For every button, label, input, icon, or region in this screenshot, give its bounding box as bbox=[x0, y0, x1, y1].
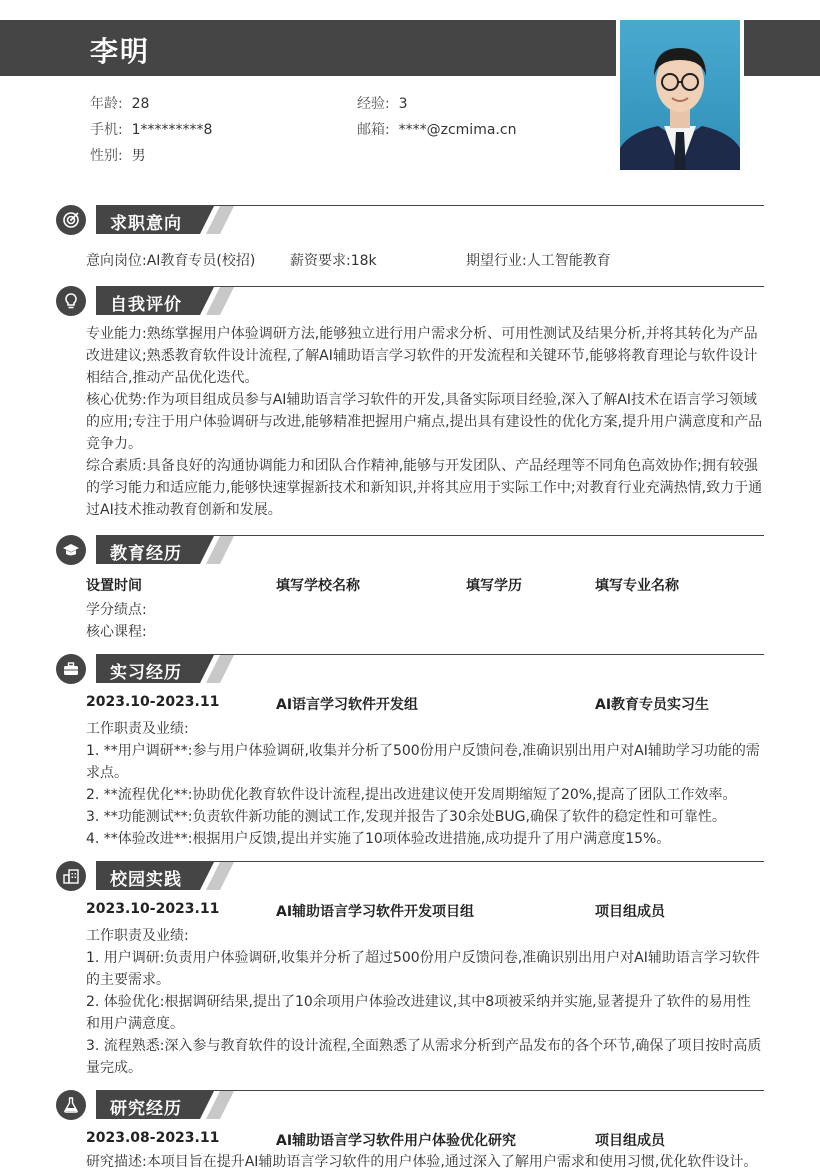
section-title: 求职意向 bbox=[110, 214, 182, 234]
section-title: 校园实践 bbox=[110, 870, 182, 890]
research-org: AI辅助语言学习软件用户体验优化研究 bbox=[276, 1133, 517, 1149]
campus-duty-label: 工作职责及业绩: bbox=[86, 928, 189, 944]
campus-line: 2. 体验优化:根据调研结果,提出了10余项用户体验改进建议,其中8项被采纳并实施,显著提升了软件的易用性和用户满意度。 bbox=[86, 994, 751, 1032]
candidate-name: 李明 bbox=[90, 35, 151, 68]
education-gpa: 学分绩点: bbox=[86, 602, 147, 618]
self-eval-professional: 专业能力:熟练掌握用户体验调研方法,能够独立进行用户需求分析、可用性测试及结果分析,并将其转化为产品改进建议;熟悉教育软件设计流程,了解AI辅助语言学习软件的开发流程和关键环节,能够将教育理论与软件设计相结合,推动产品优化迭代。 bbox=[86, 326, 758, 386]
section-title: 教育经历 bbox=[110, 544, 182, 564]
internship-time: 2023.10-2023.11 bbox=[86, 694, 220, 710]
research-description: 研究描述:本项目旨在提升AI辅助语言学习软件的用户体验,通过深入了解用户需求和使用习惯,优化软件设计。 bbox=[86, 1154, 758, 1170]
campus-time: 2023.10-2023.11 bbox=[86, 901, 220, 917]
section-title: 实习经历 bbox=[110, 663, 182, 683]
internship-duty-label: 工作职责及业绩: bbox=[86, 721, 189, 737]
profile-photo bbox=[616, 16, 744, 174]
section-education bbox=[56, 535, 764, 567]
education-courses: 核心课程: bbox=[86, 624, 147, 640]
internship-line: 2. **流程优化**:协助优化教育软件设计流程,提出改进建议使开发周期缩短了20%,提高了团队工作效率。 bbox=[86, 787, 737, 803]
section-campus bbox=[56, 861, 764, 893]
education-degree: 填写学历 bbox=[466, 578, 522, 594]
internship-line: 4. **体验改进**:根据用户反馈,提出并实施了10项体验改进措施,成功提升了用户满意度15%。 bbox=[86, 831, 671, 847]
section-title: 研究经历 bbox=[110, 1099, 182, 1119]
campus-org: AI辅助语言学习软件开发项目组 bbox=[276, 904, 475, 920]
target-icon bbox=[56, 205, 86, 235]
building-icon bbox=[56, 861, 86, 891]
section-internship bbox=[56, 654, 764, 686]
education-school: 填写学校名称 bbox=[276, 578, 360, 594]
campus-line: 1. 用户调研:负责用户体验调研,收集并分析了超过500份用户反馈问卷,准确识别出用户对AI辅助语言学习软件的主要需求。 bbox=[86, 950, 760, 988]
education-major: 填写专业名称 bbox=[595, 578, 679, 594]
graduation-cap-icon bbox=[56, 535, 86, 565]
phone-info: 手机: 1*********8 bbox=[90, 122, 213, 138]
experience-info: 经验: 3 bbox=[357, 96, 408, 112]
gender-info: 性别: 男 bbox=[90, 148, 146, 164]
intended-position: 意向岗位:AI教育专员(校招) bbox=[86, 253, 256, 269]
campus-line: 3. 流程熟悉:深入参与教育软件的设计流程,全面熟悉了从需求分析到产品发布的各个环节,确保了项目按时高质量完成。 bbox=[86, 1038, 762, 1076]
briefcase-icon bbox=[56, 654, 86, 684]
lightbulb-icon bbox=[56, 286, 86, 316]
section-research bbox=[56, 1090, 764, 1122]
research-role: 项目组成员 bbox=[595, 1133, 665, 1149]
email-info: 邮箱: ****@zcmima.cn bbox=[357, 122, 517, 138]
education-time: 设置时间 bbox=[86, 578, 142, 594]
flask-icon bbox=[56, 1090, 86, 1120]
campus-role: 项目组成员 bbox=[595, 904, 665, 920]
expected-industry: 期望行业:人工智能教育 bbox=[466, 253, 611, 269]
internship-line: 3. **功能测试**:负责软件新功能的测试工作,发现并报告了30余处BUG,确保了软件的稳定性和可靠性。 bbox=[86, 809, 726, 825]
internship-role: AI教育专员实习生 bbox=[595, 697, 710, 713]
age-info: 年龄: 28 bbox=[90, 96, 150, 112]
self-eval-quality: 综合素质:具备良好的沟通协调能力和团队合作精神,能够与开发团队、产品经理等不同角色高效协作;拥有较强的学习能力和适应能力,能够快速掌握新技术和新知识,并将其应用于实际工作中;对教育行业充满热情,致力于通过AI技术推动教育创新和发展。 bbox=[86, 458, 763, 518]
section-title: 自我评价 bbox=[110, 295, 182, 315]
self-eval-advantage: 核心优势:作为项目组成员参与AI辅助语言学习软件的开发,具备实际项目经验,深入了解AI技术在语言学习领域的应用;专注于用户体验调研与改进,能够精准把握用户痛点,提出具有建设性的优化方案,提升用户满意度和产品竞争力。 bbox=[86, 392, 763, 452]
internship-line: 1. **用户调研**:参与用户体验调研,收集并分析了500份用户反馈问卷,准确识别出用户对AI辅助学习功能的需求点。 bbox=[86, 743, 760, 781]
research-time: 2023.08-2023.11 bbox=[86, 1130, 220, 1146]
internship-org: AI语言学习软件开发组 bbox=[276, 697, 419, 713]
section-self-evaluation bbox=[56, 286, 764, 318]
salary-requirement: 薪资要求:18k bbox=[290, 253, 377, 269]
section-intention bbox=[56, 205, 764, 237]
